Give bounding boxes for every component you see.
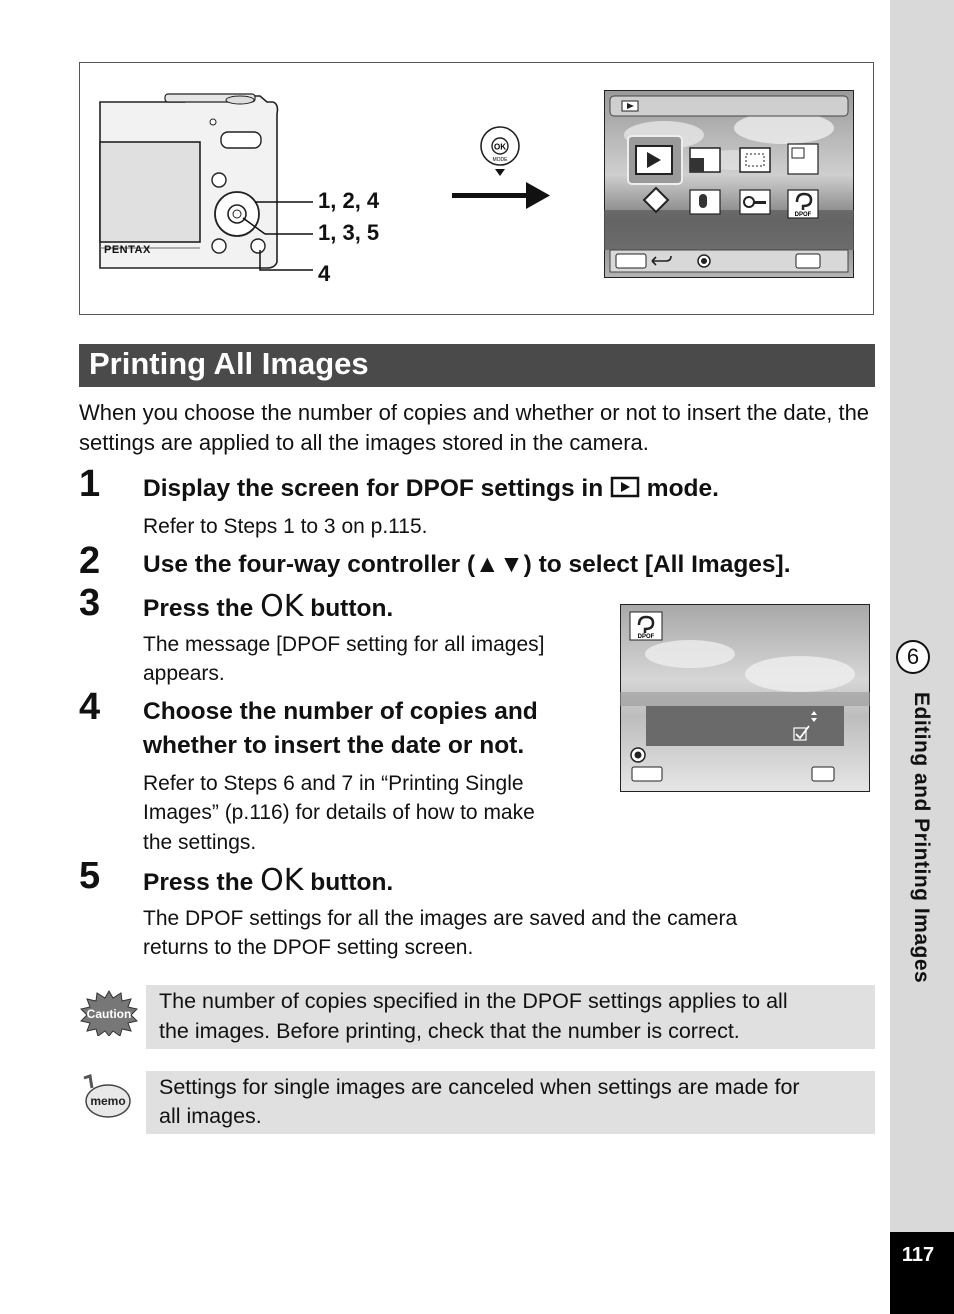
playback-mode-icon <box>610 476 640 498</box>
arrow-right-icon <box>452 180 552 212</box>
ok-button-glyph: OK <box>260 863 304 898</box>
step-number: 1 <box>79 463 101 505</box>
step-body-line: The DPOF settings for all the images are saved and the camera <box>143 907 738 930</box>
step-heading-line: Choose the number of copies and <box>143 698 538 725</box>
caution-icon <box>80 990 138 1036</box>
step-body-line: the settings. <box>143 831 257 854</box>
step-heading: Press the OK button. <box>143 863 394 898</box>
memo-icon <box>80 1074 134 1122</box>
step-heading-line: whether to insert the date or not. <box>143 732 525 759</box>
step-heading: Use the four-way controller (▲▼) to select [All Images]. <box>143 551 791 578</box>
step-number: 4 <box>79 686 101 728</box>
dpof-icon-label: DPOF <box>794 212 812 218</box>
step-number: 2 <box>79 540 101 582</box>
callout-1-3-5: 1, 3, 5 <box>318 220 380 245</box>
chapter-title: Editing and Printing Images <box>910 692 933 984</box>
page-number: 117 <box>901 1244 935 1266</box>
callout-1-2-4: 1, 2, 4 <box>318 188 380 213</box>
section-intro: When you choose the number of copies and whether or not to insert the date, the settings are applied to all the images stored in the camera. <box>79 400 870 455</box>
step-body-line: The message [DPOF setting for all images] <box>143 633 545 656</box>
dpof-all-images-screen <box>620 604 870 792</box>
section-title: Printing All Images <box>89 346 369 381</box>
step-body-line: returns to the DPOF setting screen. <box>143 936 474 959</box>
memo-line: Settings for single images are canceled when settings are made for <box>159 1075 800 1099</box>
step-number: 3 <box>79 582 101 624</box>
dpof-label: DPOF <box>637 634 655 640</box>
playback-menu-screen <box>604 90 854 278</box>
chapter-number: 6 <box>896 640 930 674</box>
step-body-line: Images” (p.116) for details of how to make <box>143 801 535 824</box>
step-number: 5 <box>79 855 101 897</box>
caution-icon-label: Caution <box>86 1007 132 1021</box>
step-body-line: Refer to Steps 6 and 7 in “Printing Single <box>143 772 524 795</box>
ok-label: OK <box>494 142 506 152</box>
callout-4: 4 <box>318 261 331 286</box>
four-way-controller-icon <box>478 124 522 178</box>
memo-line: all images. <box>159 1104 262 1128</box>
caution-line: The number of copies specified in the DPOF settings applies to all <box>159 989 788 1013</box>
caution-line: the images. Before printing, check that the number is correct. <box>159 1019 740 1043</box>
step-body-line: appears. <box>143 662 225 685</box>
camera-brand: PENTAX <box>104 244 151 256</box>
step-heading: Display the screen for DPOF settings in mode. <box>143 475 719 502</box>
step-heading: Press the OK button. <box>143 589 394 624</box>
step-body: Refer to Steps 1 to 3 on p.115. <box>143 515 428 538</box>
ok-button-glyph: OK <box>260 589 304 624</box>
mode-label: MODE <box>492 157 508 163</box>
memo-icon-label: memo <box>90 1094 126 1108</box>
